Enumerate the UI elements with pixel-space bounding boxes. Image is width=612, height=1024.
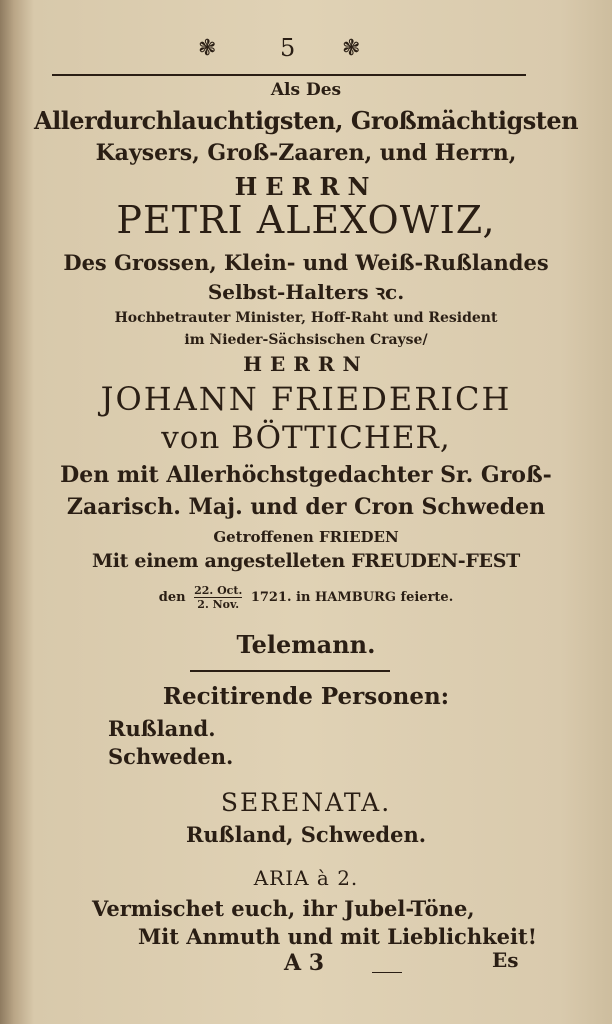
dedication-line: Allerdurchlauchtigsten, Großmächtigsten (33, 106, 579, 135)
dedication-line: Kaysers, Groß-Zaaren, und Herrn, (95, 140, 517, 166)
dedication-line: Zaarisch. Maj. und der Cron Schweden (66, 494, 546, 520)
signature-rule (372, 972, 402, 973)
date-fraction (194, 584, 242, 611)
date-new-style: 2. Nov. (197, 598, 240, 611)
dedicatee-name: von BÖTTICHER, (161, 420, 451, 456)
date-line (0, 584, 612, 611)
dedicatee-name: JOHANN FRIEDERICH (100, 380, 512, 418)
serenata-heading: SERENATA. (220, 788, 392, 817)
section-heading: Recitirende Personen: (162, 683, 450, 710)
signature-mark: A 3 (284, 950, 325, 976)
dedication-line: HERRN (234, 172, 378, 201)
dedication-line: im Nieder-Sächsischen Crayse/ (184, 332, 428, 348)
aria-verse: Mit Anmuth und mit Lieblichkeit! (138, 924, 537, 949)
date-suffix: 1721. in HAMBURG feierte. (250, 590, 454, 605)
aria-verse: Vermischet euch, ihr Jubel-Töne, (92, 896, 475, 921)
catchword: Es (492, 948, 519, 972)
date-old-style: 22. Oct. (194, 584, 243, 597)
section-rule (190, 670, 390, 672)
dedication-line: Des Grossen, Klein- und Weiß-Rußlandes (63, 250, 549, 275)
dedication-line: Mit einem angestelleten FREUDEN-FEST (91, 550, 521, 572)
dedication-line: Den mit Allerhöchstgedachter Sr. Groß- (60, 462, 552, 488)
header-rule (52, 74, 526, 76)
dedication-line: Getroffenen FRIEDEN (213, 528, 399, 546)
ornament-right-icon: ❃ (342, 36, 361, 61)
dedication-line: Hochbetrauter Minister, Hoff-Raht und Resident (114, 310, 498, 326)
dedication-line: Selbst-Halters ꝛc. (207, 280, 405, 304)
date-prefix: den (158, 590, 186, 605)
dedicatee-name: PETRI ALEXOWIZ, (116, 198, 496, 242)
dedication-intro: Als Des (270, 80, 342, 100)
character-name: Schweden. (108, 744, 234, 769)
ornament-left-icon: ❃ (198, 36, 217, 61)
page-number: 5 (280, 34, 296, 62)
dedication-line: HERRN (243, 352, 369, 376)
author-name: Telemann. (236, 630, 376, 659)
serenata-characters: Rußland, Schweden. (185, 822, 427, 847)
character-name: Rußland. (108, 716, 216, 741)
aria-heading: ARIA à 2. (253, 866, 359, 890)
